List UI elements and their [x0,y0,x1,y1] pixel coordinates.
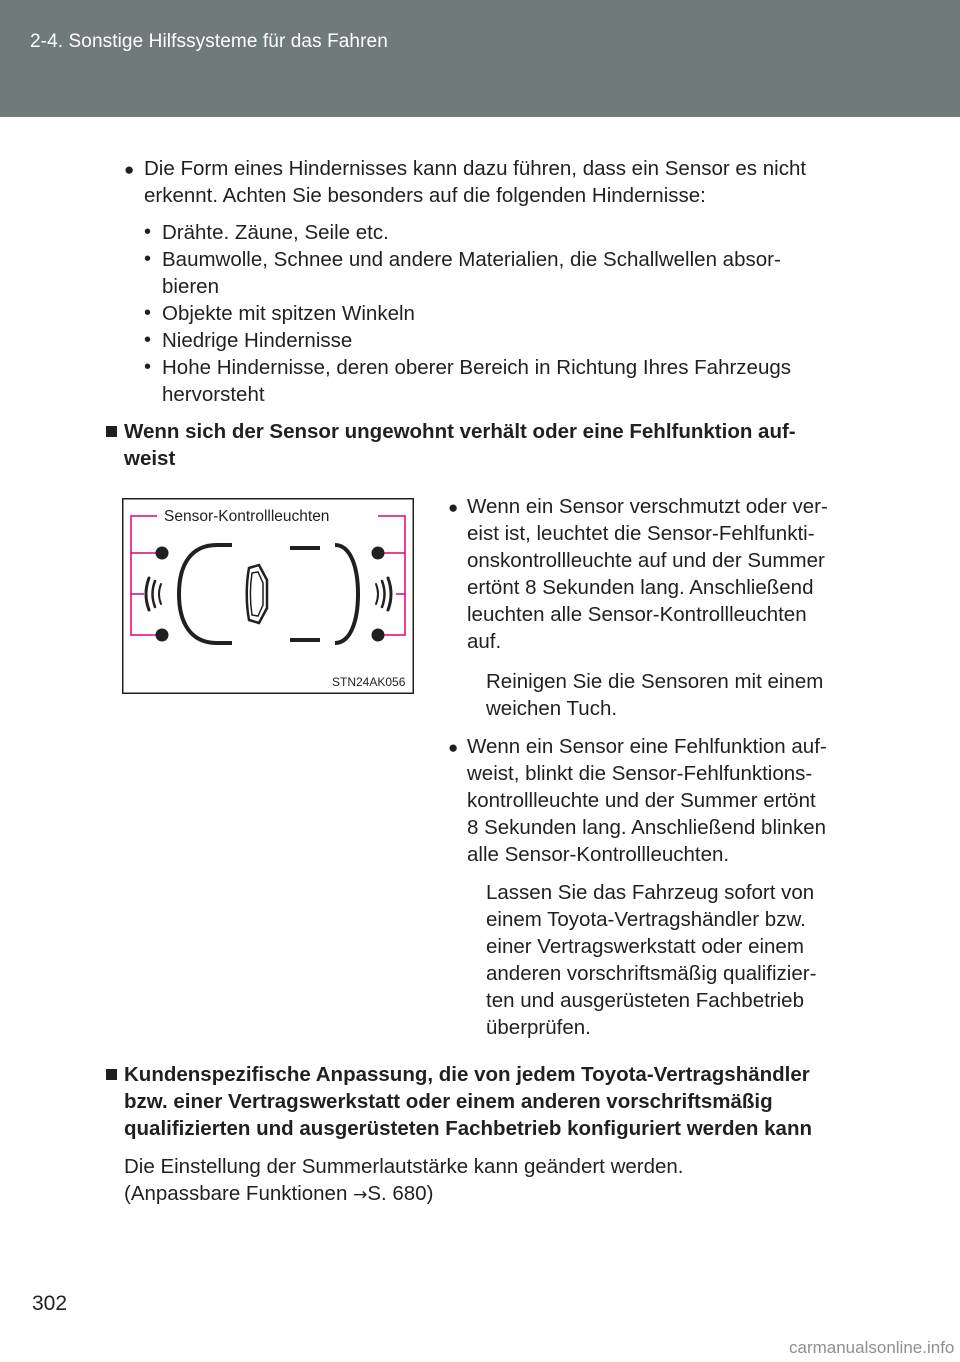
section-square-icon [106,426,117,437]
fault-action: anderen vorschriftsmäßig qualifizier- [486,962,817,985]
dirty-action: Reinigen Sie die Sensoren mit einem [486,670,824,693]
list-dot-icon: • [144,302,152,324]
bullet-icon: ● [124,160,135,179]
section-square-icon [106,1069,117,1080]
fault-line: kontrollleuchte und der Summer ertönt [467,789,816,812]
custom-body: Die Einstellung der Summerlautstärke kann geändert werden. [124,1155,684,1178]
fault-action: einer Vertragswerkstatt oder einem [486,935,804,958]
fault-action: Lassen Sie das Fahrzeug sofort von [486,881,815,904]
intro-line: Die Form eines Hindernisses kann dazu führen, dass ein Sensor es nicht [144,157,807,180]
sensor-indicator-front-right [372,547,385,560]
list-item: Hohe Hindernisse, deren oberer Bereich in Richtung Ihres Fahrzeugs [162,356,792,379]
bullet-icon: ● [448,738,459,757]
fault-action: überprüfen. [486,1016,591,1039]
custom-reference [124,1180,433,1209]
section-header [0,0,960,117]
reference-prefix: (Anpassbare Funktionen [124,1182,354,1205]
subsection-heading: Kundenspezifische Anpassung, die von jedem Toyota-Vertragshändler [124,1063,810,1086]
dirty-line: eist ist, leuchtet die Sensor-Fehlfunkti- [467,522,815,545]
list-item-continuation: bieren [162,275,219,298]
reference-page[interactable]: S. 680) [367,1182,434,1205]
fault-line: alle Sensor-Kontrollleuchten. [467,843,730,866]
dirty-line: Wenn ein Sensor verschmutzt oder ver- [467,495,828,518]
dirty-line: auf. [467,630,502,653]
figure-code: STN24AK056 [332,675,406,689]
arrow-icon: → [353,1185,368,1205]
list-dot-icon: • [144,221,152,243]
fault-line: 8 Sekunden lang. Anschließend blinken [467,816,827,839]
list-item-continuation: hervorsteht [162,383,265,406]
dirty-line: ertönt 8 Sekunden lang. Anschließend [467,576,814,599]
fault-line: weist, blinkt die Sensor-Fehlfunktions- [467,762,813,785]
fault-action: ten und ausgerüsteten Fachbetrieb [486,989,804,1012]
subsection-heading: bzw. einer Vertragswerkstatt oder einem anderen vorschriftsmäßig [124,1090,773,1113]
dirty-action: weichen Tuch. [486,697,618,720]
list-dot-icon: • [144,356,152,378]
dirty-line: leuchten alle Sensor-Kontrollleuchten [467,603,807,626]
list-item: Drähte. Zäune, Seile etc. [162,221,389,244]
list-item: Objekte mit spitzen Winkeln [162,302,415,325]
sensor-indicator-rear-right [372,629,385,642]
intro-line: erkennt. Achten Sie besonders auf die folgenden Hindernisse: [144,184,706,207]
watermark: carmanualsonline.info [789,1338,955,1357]
bullet-icon: ● [448,498,459,517]
sensor-indicator-rear-left [156,629,169,642]
dirty-line: onskontrollleuchte auf und der Summer [467,549,825,572]
sensor-indicator-front-left [156,547,169,560]
fault-line: Wenn ein Sensor eine Fehlfunktion auf- [467,735,827,758]
sensor-diagram [122,498,414,694]
section-title: 2-4. Sonstige Hilfssysteme für das Fahren [30,31,388,52]
figure-label: Sensor-Kontrollleuchten [164,508,330,525]
list-item: Niedrige Hindernisse [162,329,353,352]
sensor-figure [122,498,414,694]
subsection-heading: weist [124,447,176,470]
subsection-heading: qualifizierten und ausgerüsteten Fachbetrieb konfiguriert werden kann [124,1117,813,1140]
list-dot-icon: • [144,248,152,270]
subsection-heading: Wenn sich der Sensor ungewohnt verhält oder eine Fehlfunktion auf- [124,420,796,443]
list-dot-icon: • [144,329,152,351]
page-number: 302 [32,1292,68,1315]
list-item: Baumwolle, Schnee und andere Materialien, die Schallwellen absor- [162,248,781,271]
fault-action: einem Toyota-Vertragshändler bzw. [486,908,806,931]
